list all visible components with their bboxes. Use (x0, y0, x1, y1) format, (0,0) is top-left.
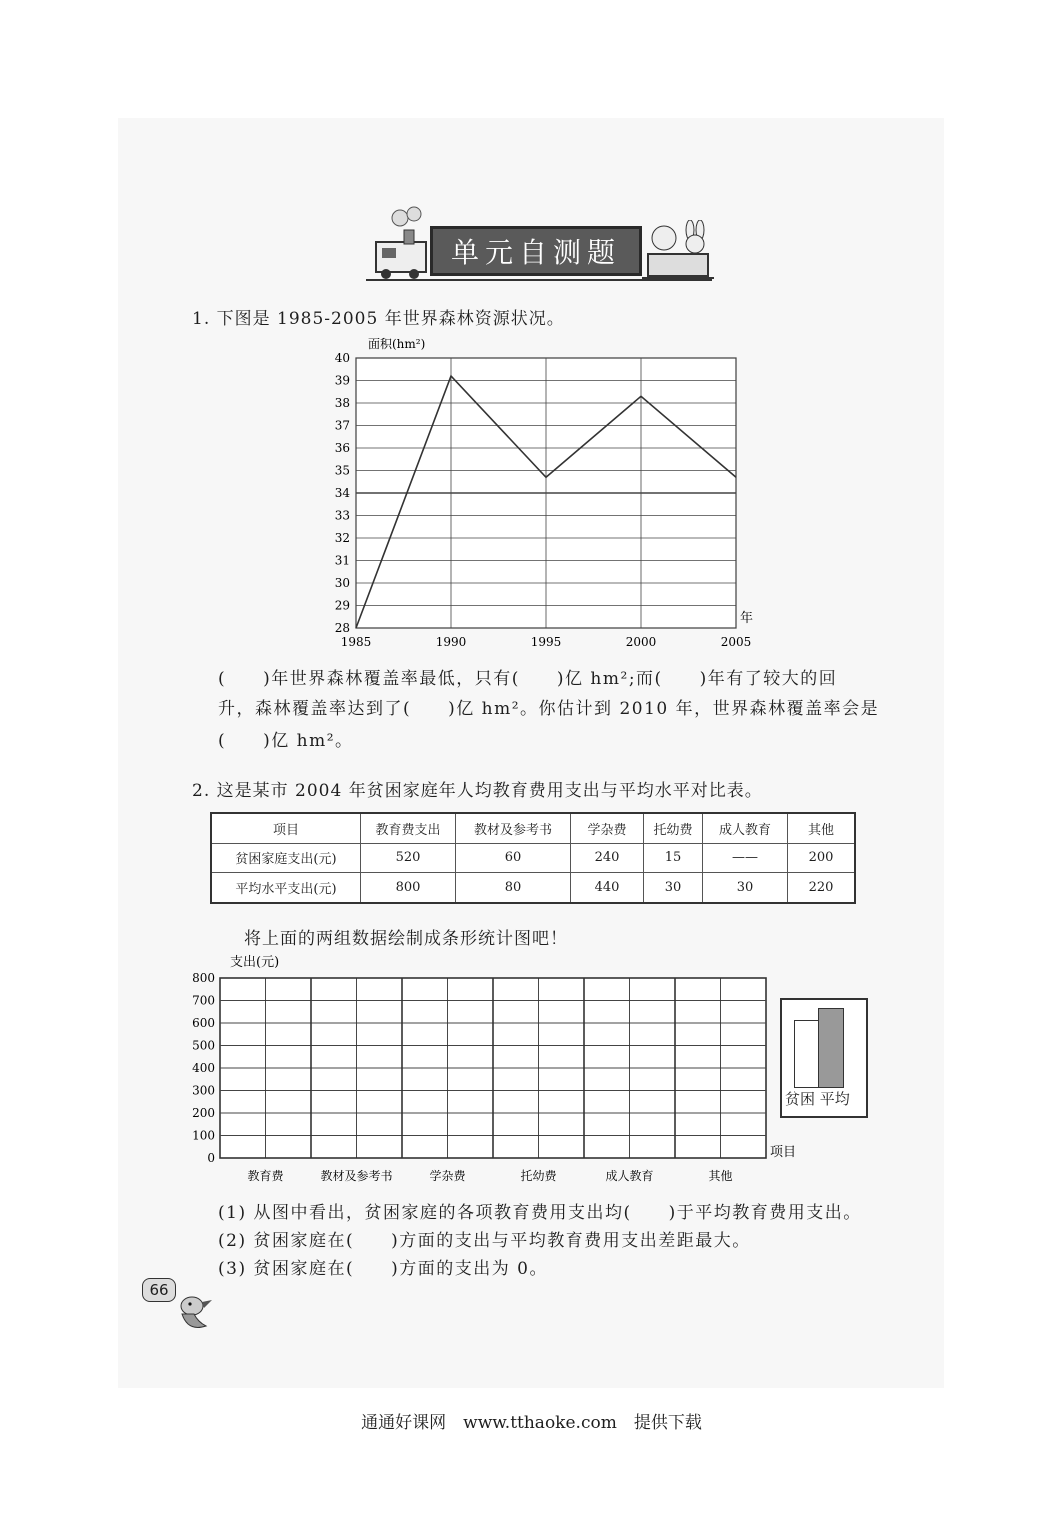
q1-fill-line-2: 升，森林覆盖率达到了( )亿 hm²。你估计到 2010 年，世界森林覆盖率会是 (218, 699, 880, 719)
grid-y-tick-label: 200 (192, 1106, 215, 1120)
x-axis-unit: 年 (740, 611, 754, 626)
grid-y-tick-label: 800 (192, 971, 215, 985)
table-header-cell: 其他 (788, 813, 856, 843)
table-cell: 60 (456, 843, 571, 873)
x-tick-label: 2000 (625, 635, 657, 649)
y-axis-ticks (335, 351, 351, 635)
table-row (211, 843, 855, 873)
blank-bar-chart-grid (184, 950, 804, 1190)
legend-poor-swatch (794, 1020, 820, 1088)
x-tick-label: 1995 (530, 635, 562, 649)
grid-category-label: 教育费 (247, 1169, 284, 1183)
chart-grid (356, 358, 736, 628)
grid-y-tick-label: 600 (192, 1016, 215, 1030)
grid-category-label: 教材及参考书 (320, 1169, 393, 1183)
q2-instruction: 将上面的两组数据绘制成条形统计图吧！ (244, 929, 568, 949)
grid-y-ticks (192, 971, 215, 1165)
q1-prompt: 1. 下图是 1985-2005 年世界森林资源状况。 (192, 309, 565, 329)
table-cell: 15 (644, 843, 703, 873)
table-cell: —— (703, 843, 788, 873)
y-tick-label: 31 (334, 553, 350, 568)
q2-prompt: 2. 这是某市 2004 年贫困家庭年人均教育费用支出与平均水平对比表。 (192, 781, 763, 801)
table-cell: 440 (571, 873, 644, 903)
legend-avg-swatch (818, 1008, 844, 1088)
q2-question-1: (1) 从图中看出，贫困家庭的各项教育费用支出均( )于平均教育费用支出。 (218, 1203, 862, 1223)
kids-icon (642, 220, 714, 282)
table-cell: 200 (788, 843, 856, 873)
footer-credit: 通通好课网 www.tthaoke.com 提供下载 (361, 1413, 702, 1433)
y-tick-label: 36 (334, 441, 350, 455)
table-header-row (211, 813, 855, 843)
y-tick-label: 35 (334, 463, 350, 478)
table-cell: 220 (788, 873, 856, 903)
y-tick-label: 33 (334, 508, 350, 523)
x-axis-ticks (341, 635, 752, 649)
x-tick-label: 2005 (720, 635, 752, 649)
grid-category-label: 成人教育 (605, 1169, 654, 1183)
table-cell: 240 (571, 843, 644, 873)
blank-grid-lines (220, 978, 766, 1158)
legend-box (780, 998, 868, 1118)
y-tick-label: 34 (334, 486, 350, 500)
y-tick-label: 32 (334, 531, 350, 545)
table-header-cell: 教育费支出 (361, 813, 456, 843)
q1-fill-line-1: ( )年世界森林覆盖率最低，只有( )亿 hm²;而( )年有了较大的回 (218, 669, 838, 689)
table-row (211, 873, 855, 903)
grid-y-tick-label: 100 (192, 1128, 215, 1143)
table-cell: 平均水平支出(元) (211, 873, 361, 903)
q1-fill-line-3: ( )亿 hm²。 (218, 731, 354, 751)
table-header-cell: 项目 (211, 813, 361, 843)
table-cell: 贫困家庭支出(元) (211, 843, 361, 873)
train-icon (366, 204, 436, 282)
y-tick-label: 30 (334, 576, 350, 590)
grid-y-tick-label: 400 (192, 1061, 215, 1075)
table-cell: 800 (361, 873, 456, 903)
bird-mascot-icon (168, 1286, 216, 1336)
y-tick-label: 39 (334, 373, 350, 388)
grid-y-tick-label: 700 (192, 993, 215, 1008)
y-tick-label: 29 (334, 598, 350, 613)
banner-rule (366, 279, 712, 281)
grid-x-axis-unit: 项目 (770, 1145, 797, 1160)
y-tick-label: 40 (334, 351, 350, 365)
comparison-table (210, 812, 856, 904)
table-header-cell: 托幼费 (644, 813, 703, 843)
table-header-cell: 学杂费 (571, 813, 644, 843)
grid-y-tick-label: 300 (192, 1083, 215, 1098)
legend-poor-label: 贫困 (785, 1090, 816, 1108)
grid-y-axis-label: 支出(元) (230, 955, 280, 970)
table-header-cell: 教材及参考书 (456, 813, 571, 843)
y-tick-label: 28 (334, 621, 350, 635)
grid-category-labels (247, 1168, 732, 1183)
y-tick-label: 37 (334, 418, 350, 433)
q2-question-2: (2) 贫困家庭在( )方面的支出与平均教育费用支出差距最大。 (218, 1231, 751, 1251)
q2-question-3: (3) 贫困家庭在( )方面的支出为 0。 (218, 1259, 548, 1279)
grid-category-label: 托幼费 (520, 1169, 557, 1183)
forest-line-chart (316, 332, 776, 662)
banner-title: 单元自测题 (430, 226, 642, 276)
page-number: 66 (142, 1278, 176, 1302)
table-cell: 30 (644, 873, 703, 903)
grid-y-tick-label: 0 (207, 1151, 215, 1165)
table-cell: 520 (361, 843, 456, 873)
grid-category-label: 其他 (708, 1169, 733, 1183)
grid-category-label: 学杂费 (429, 1169, 466, 1183)
legend-avg-label: 平均 (819, 1090, 850, 1108)
x-tick-label: 1985 (340, 635, 372, 649)
y-axis-label: 面积(hm²) (368, 337, 426, 351)
x-tick-label: 1990 (435, 635, 467, 649)
table-cell: 80 (456, 873, 571, 903)
y-tick-label: 38 (334, 396, 350, 410)
table-cell: 30 (703, 873, 788, 903)
table-header-cell: 成人教育 (703, 813, 788, 843)
grid-y-tick-label: 500 (192, 1038, 215, 1053)
